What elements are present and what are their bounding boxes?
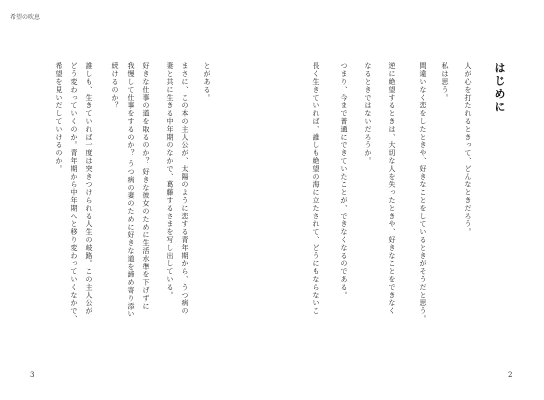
left-line-4: 好きな仕事の道を取るのか？ 好きな彼女のために生活水準を下げずに: [142, 62, 150, 311]
right-line-3: 間違いなく恋をしたときや、好きなことをしているときがそうだと思う。: [419, 62, 427, 323]
left-line-8: 希望を見いだしていけるのか。: [55, 62, 63, 173]
left-line-7: 誰しも、生きていれば一度は突きつけられる人生の岐路。この主人公が: [85, 62, 93, 315]
page-number-right: 2: [508, 371, 513, 379]
left-line-7-continued: どう変わっていくのか。青年期から中年期へと移り変わっていくなかで、: [70, 62, 78, 323]
right-line-7: 長く生きていれば、誰しも絶望の海に立たされて、どうにもならないこ: [312, 62, 320, 315]
running-head: 希望の吹息: [10, 14, 41, 21]
left-line-1: とがある。: [203, 62, 211, 102]
page-number-left: 3: [30, 371, 35, 379]
right-line-2: 私は思う。: [441, 62, 449, 102]
left-line-3: 妻と共に生きる中年期のなかで、葛藤するさまを写し出している。: [166, 62, 174, 299]
right-line-5: なるときではないだろうか。: [364, 62, 372, 165]
right-line-4: 逆に絶望するときは、大切な人を失ったときや、好きなことをできなく: [388, 62, 396, 315]
left-line-5: 我慢して仕事をするのか？ うつ病の妻のために好きな道を諦め寄り添い: [127, 62, 135, 318]
chapter-heading: はじめに: [493, 62, 506, 114]
right-line-6: つまり、今まで普通にできていたことが、できなくなるのである。: [340, 62, 348, 299]
left-line-6: 続けるのか？: [111, 62, 119, 110]
right-line-1: 人が心を打たれるときって、どんなときだろう。: [464, 62, 472, 236]
left-line-2: まさに、この本の主人公が、太陽のように恋する青年期から、うつ病の: [181, 62, 189, 315]
